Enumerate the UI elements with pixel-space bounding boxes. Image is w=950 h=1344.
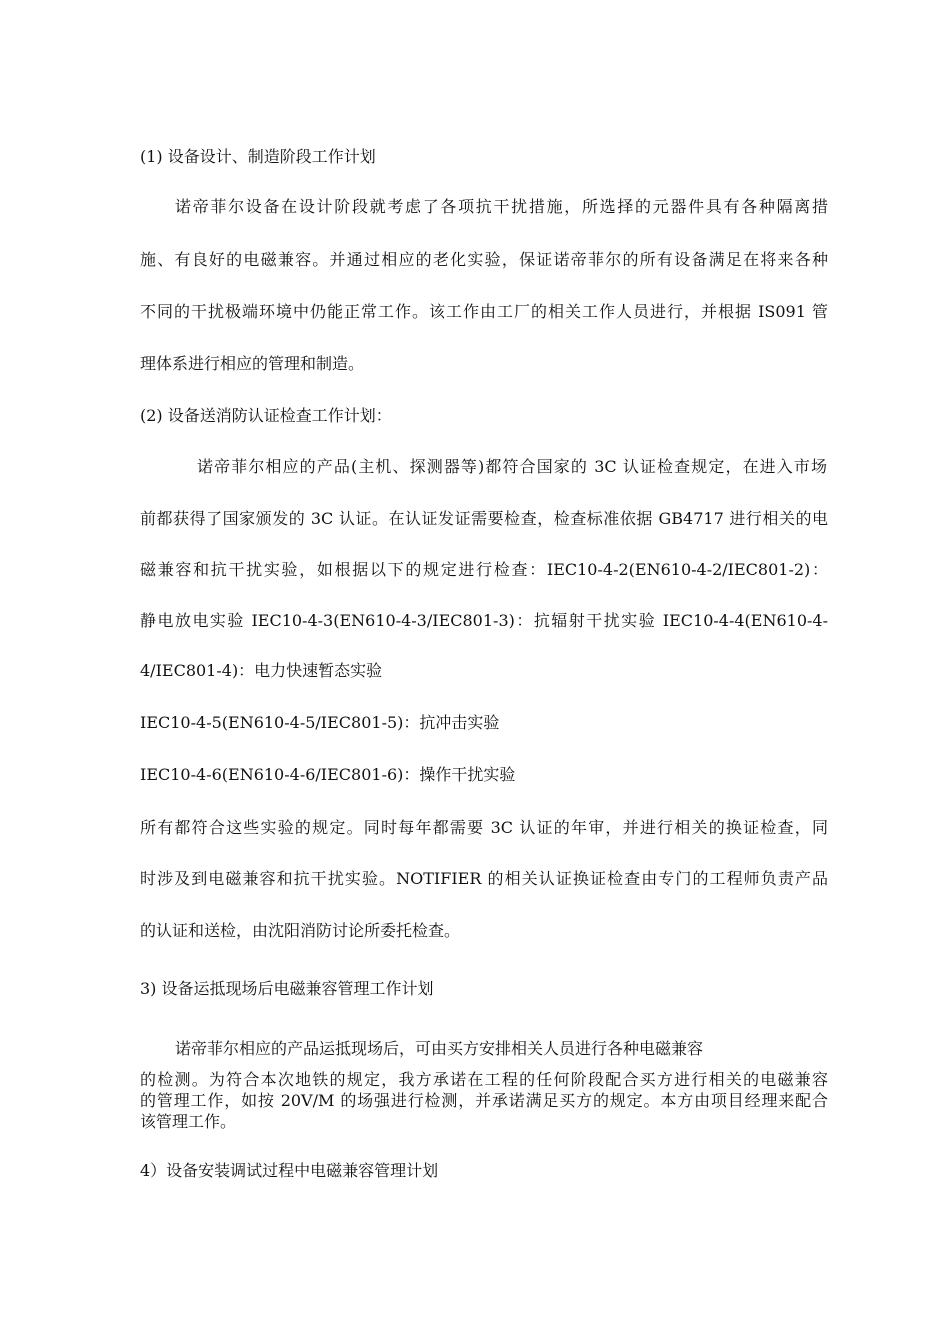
section-2-line-7: IEC10-4-6(EN610-4-6/IEC801-6)：操作干扰实验 bbox=[140, 765, 516, 784]
section-1-line-4: 理体系进行相应的管理和制造。 bbox=[140, 354, 365, 373]
section-4-heading: 4）设备安装调试过程中电磁兼容管理计划 bbox=[140, 1161, 439, 1180]
section-2-line-8: 所有都符合这些实验的规定。同时每年都需要 3C 认证的年审，并进行相关的换证检查，同 bbox=[140, 818, 828, 837]
section-2-line-6: IEC10-4-5(EN610-4-5/IEC801-5)：抗冲击实验 bbox=[140, 713, 500, 732]
section-1-heading: (1) 设备设计、制造阶段工作计划 bbox=[140, 147, 376, 166]
section-3-line-1: 诺帝菲尔相应的产品运抵现场后，可由买方安排相关人员进行各种电磁兼容 bbox=[175, 1039, 704, 1058]
section-2-heading: (2) 设备送消防认证检查工作计划： bbox=[140, 406, 392, 425]
section-3-line-3: 的管理工作，如按 20V/M 的场强进行检测，并承诺满足买方的规定。本方由项目经理来配合 bbox=[140, 1091, 828, 1110]
section-2-line-3: 磁兼容和抗干扰实验，如根据以下的规定进行检查：IEC10-4-2(EN610-4-2/IEC801-2)： bbox=[140, 560, 828, 579]
section-2-line-9: 时涉及到电磁兼容和抗干扰实验。NOTIFIER 的相关认证换证检查由专门的工程师负责产品 bbox=[140, 869, 828, 888]
section-3-line-2: 的检测。为符合本次地铁的规定，我方承诺在工程的任何阶段配合买方进行相关的电磁兼容 bbox=[140, 1070, 828, 1089]
section-3-heading: 3) 设备运抵现场后电磁兼容管理工作计划 bbox=[140, 979, 434, 998]
section-2-line-2: 前都获得了国家颁发的 3C 认证。在认证发证需要检查，检查标准依据 GB4717 进行相关的电 bbox=[140, 509, 828, 528]
section-2-line-5: 4/IEC801-4)：电力快速暂态实验 bbox=[140, 661, 383, 680]
section-1-line-2: 施、有良好的电磁兼容。并通过相应的老化实验，保证诺帝菲尔的所有设备满足在将来各种 bbox=[140, 250, 828, 269]
section-2-line-4: 静电放电实验 IEC10-4-3(EN610-4-3/IEC801-3)：抗辐射干扰实验 IEC10-4-4(EN610-4- bbox=[140, 611, 828, 630]
section-3-line-4: 该管理工作。 bbox=[140, 1112, 237, 1131]
section-2-line-10: 的认证和送检，由沈阳消防讨论所委托检查。 bbox=[140, 921, 461, 940]
section-1-line-1: 诺帝菲尔设备在设计阶段就考虑了各项抗干扰措施，所选择的元器件具有各种隔离措 bbox=[175, 197, 828, 216]
section-2-line-1: 诺帝菲尔相应的产品(主机、探测器等)都符合国家的 3C 认证检查规定，在进入市场 bbox=[197, 457, 827, 476]
section-1-line-3: 不同的干扰极端环境中仍能正常工作。该工作由工厂的相关工作人员进行，并根据 IS091 管 bbox=[140, 302, 828, 321]
